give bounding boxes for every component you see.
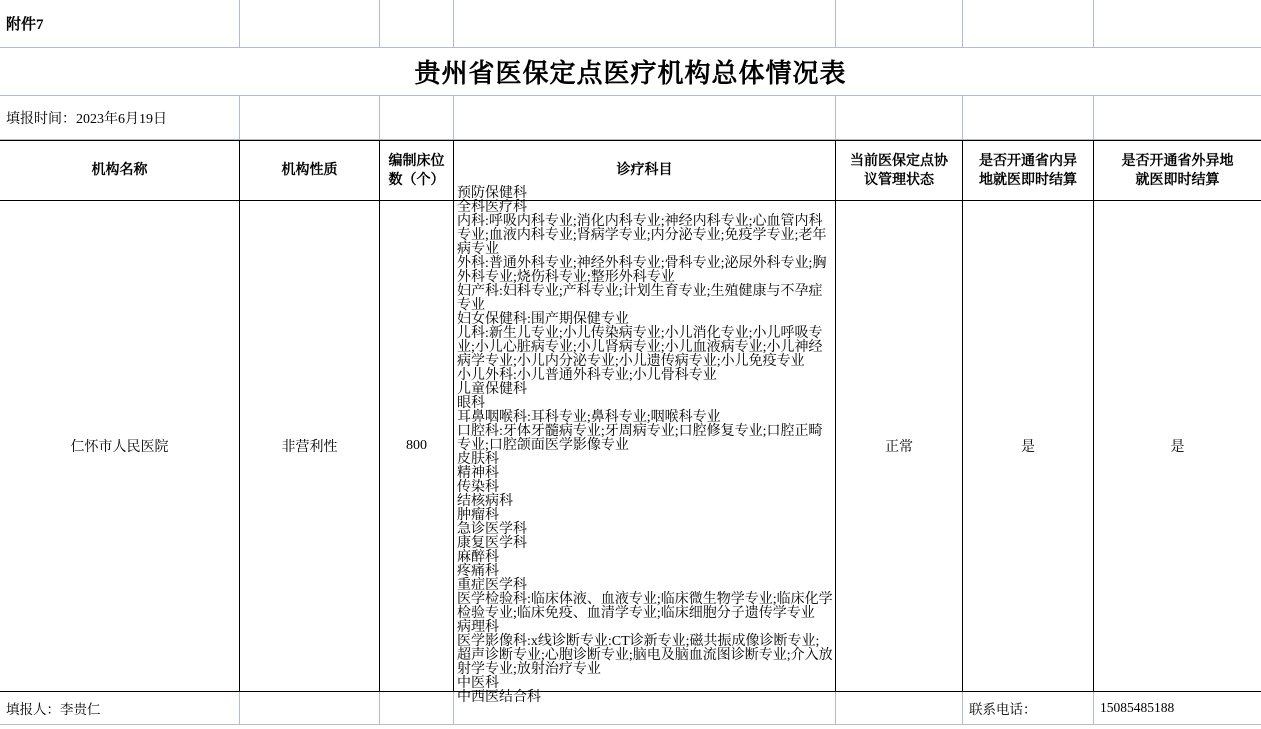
attachment-label: 附件7 (6, 17, 44, 33)
title-cell[interactable] (0, 48, 1261, 95)
provincial-settlement-cell[interactable] (963, 201, 1094, 691)
empty-cell[interactable] (836, 96, 963, 139)
bed-count: 800 (406, 438, 427, 453)
institution-nature: 非营利性 (281, 440, 338, 455)
report-time-row (0, 96, 1261, 140)
department-line: 口腔科:牙体牙髓病专业;牙周病专业;口腔修复专业;口腔正畸专业;口腔颌面医学影像专业 (457, 424, 823, 453)
department-line: 传染科 (457, 480, 499, 495)
department-line: 全科医疗科 (457, 200, 527, 215)
department-line: 康复医学科 (457, 536, 527, 551)
department-line: 病理科 (457, 620, 499, 635)
phone-number: 15085485188 (1100, 700, 1175, 715)
attachment-cell[interactable] (0, 0, 240, 47)
phone-label: 联系电话： (969, 702, 1037, 717)
provincial-settlement-value: 是 (1021, 440, 1035, 455)
empty-cell[interactable] (963, 0, 1094, 47)
department-line: 耳鼻咽喉科:耳科专业;鼻科专业;咽喉科专业 (457, 410, 721, 425)
page-title: 贵州省医保定点医疗机构总体情况表 (414, 59, 847, 88)
department-line: 中医科 (457, 676, 499, 691)
agreement-status: 正常 (885, 440, 913, 455)
report-time-label: 填报时间：2023年6月19日 (6, 111, 167, 127)
out-of-province-settlement-value: 是 (1170, 440, 1185, 455)
department-line: 肿瘤科 (457, 508, 499, 523)
agreement-status-cell[interactable] (836, 201, 963, 691)
department-list (457, 187, 833, 705)
department-line: 预防保健科 (457, 186, 527, 201)
table-data-row (0, 186, 1261, 705)
department-line: 医学检验科:临床体液、血液专业;临床微生物学专业;临床化学检验专业;临床免疫、血清学专业;临床细胞分子遗传学专业 (457, 592, 833, 621)
empty-cell[interactable] (454, 692, 836, 724)
empty-cell[interactable] (1094, 0, 1261, 47)
header-institution-name[interactable]: 机构名称 (0, 141, 240, 200)
header-bed-count[interactable]: 编制床位数（个） (380, 141, 454, 200)
attachment-row (0, 0, 1261, 48)
department-line: 医学影像科:x线诊断专业:CT诊新专业;磁共振成像诊断专业;超声诊断专业;心胞诊断专业;脑电及脑血流图诊断专业;介入放射学专业;放射治疗专业 (457, 634, 833, 677)
empty-cell[interactable] (380, 0, 454, 47)
report-time-cell[interactable] (0, 96, 240, 139)
empty-cell[interactable] (454, 96, 836, 139)
institution-nature-cell[interactable] (240, 201, 380, 691)
title-row (0, 48, 1261, 96)
header-departments[interactable]: 诊疗科目 (454, 141, 836, 200)
department-line: 外科:普通外科专业;神经外科专业;骨科专业;泌尿外科专业;胸外科专业;烧伤科专业;整形外科专业 (457, 256, 827, 285)
department-line: 重症医学科 (457, 578, 527, 593)
department-line: 内科:呼吸内科专业;消化内科专业;神经内科专业;心血管内科专业;血液内科专业;肾病学专业;内分泌专业;免疫学专业;老年病专业 (457, 214, 827, 257)
departments-cell[interactable] (454, 186, 836, 705)
header-out-of-province-settlement[interactable]: 是否开通省外异地就医即时结算 (1121, 153, 1234, 188)
filler-label: 填报人：李贵仁 (6, 702, 101, 717)
phone-label-cell[interactable] (963, 692, 1094, 724)
empty-cell[interactable] (836, 692, 963, 724)
department-line: 急诊医学科 (457, 522, 527, 537)
phone-number-cell[interactable] (1094, 692, 1261, 724)
main-table (0, 140, 1261, 705)
department-line: 精神科 (457, 466, 499, 481)
department-line: 眼科 (457, 396, 485, 411)
empty-cell[interactable] (240, 0, 380, 47)
department-line: 结核病科 (457, 494, 513, 509)
out-of-province-settlement-cell[interactable] (1094, 201, 1261, 691)
department-line: 疼痛科 (457, 564, 499, 579)
department-line: 儿科:新生儿专业;小儿传染病专业;小儿消化专业;小儿呼吸专业;小儿心脏病专业;小儿肾病专业;小儿血液病专业;小儿神经病学专业;小儿内分泌专业;小儿遗传病专业;小儿免疫专业 (457, 326, 823, 369)
header-agreement-status[interactable]: 当前医保定点协议管理状态 (836, 141, 963, 200)
empty-cell[interactable] (240, 692, 380, 724)
department-line: 中西医结合科 (457, 690, 541, 705)
empty-cell[interactable] (963, 96, 1094, 139)
institution-name-cell[interactable] (0, 201, 240, 691)
footer-row (0, 692, 1261, 725)
empty-cell[interactable] (380, 692, 454, 724)
department-line: 妇产科:妇科专业;产科专业;计划生育专业;生殖健康与不孕症专业 (457, 284, 823, 313)
empty-cell[interactable] (380, 96, 454, 139)
department-line: 皮肤科 (457, 452, 499, 467)
bed-count-cell[interactable] (380, 201, 454, 691)
institution-name: 仁怀市人民医院 (70, 440, 169, 455)
bottom-spacer (0, 725, 1261, 729)
empty-cell[interactable] (454, 0, 836, 47)
header-provincial-settlement[interactable]: 是否开通省内异地就医即时结算 (963, 141, 1094, 200)
empty-cell[interactable] (1094, 96, 1261, 139)
department-line: 麻醉科 (457, 550, 499, 565)
department-line: 小儿外科:小儿普通外科专业;小儿骨科专业 (457, 368, 717, 383)
department-line: 儿童保健科 (457, 382, 527, 397)
empty-cell[interactable] (836, 0, 963, 47)
filler-cell[interactable] (0, 692, 240, 724)
empty-cell[interactable] (240, 96, 380, 139)
department-line: 妇女保健科:围产期保健专业 (457, 312, 629, 327)
header-institution-nature[interactable]: 机构性质 (240, 141, 380, 200)
